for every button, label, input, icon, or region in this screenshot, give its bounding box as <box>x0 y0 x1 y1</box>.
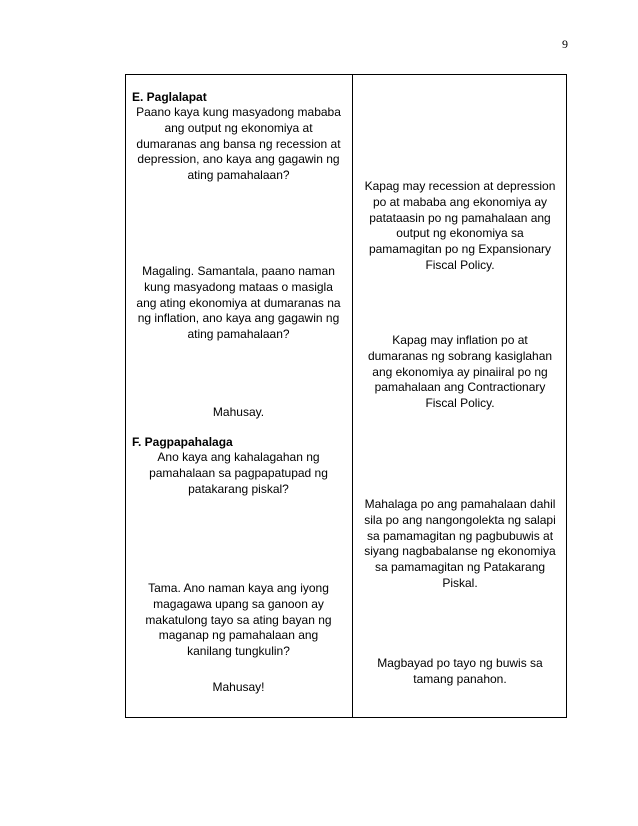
section-f-student-answer-2 <box>354 656 566 688</box>
section-e-teacher-praise: Mahusay. <box>212 405 265 419</box>
text-line: ating pamahalaan? <box>187 168 290 183</box>
text-line: Kapag may recession at depression <box>364 179 556 193</box>
text-line: pamamagitan po ng Expansionary <box>368 242 552 257</box>
text-line: ang output ng ekonomiya at <box>164 120 313 135</box>
section-e-heading: E. Paglalapat <box>132 90 207 104</box>
text-line: ng inflation, ano kaya ang gagawin ng <box>137 311 340 326</box>
section-f-teacher-question-2 <box>127 581 350 660</box>
text-line: magagawa upang sa ganoon ay <box>153 596 324 611</box>
section-e-student-answer-1 <box>354 179 566 274</box>
text-line: sa pamamagitan ng pagbubuwis at <box>366 528 554 543</box>
text-line: po at mababa ang ekonomiya ay <box>372 194 548 209</box>
page-number: 9 <box>562 37 568 51</box>
section-e-teacher-question-2 <box>127 264 350 343</box>
text-line: Kapag may inflation po at <box>392 333 528 347</box>
text-line: pamahalaan ang Contractionary <box>374 380 546 395</box>
text-line: dumaranas ng sobrang kasiglahan <box>367 348 553 363</box>
text-line: kung masyadong mataas o masigla <box>144 279 333 294</box>
section-f-teacher-question-1 <box>127 450 350 497</box>
text-line: output ng ekonomiya sa <box>396 226 524 241</box>
text-line: ating pamahalaan? <box>187 327 290 342</box>
text-line: Paano kaya kung masyadong mababa <box>136 105 341 119</box>
text-line: Magaling. Samantala, paano naman <box>142 264 335 278</box>
text-line: Piskal. <box>442 575 478 590</box>
text-line: makatulong tayo sa ating bayan ng <box>145 612 332 627</box>
text-line: sila po ang nangongolekta ng salapi <box>364 512 556 527</box>
text-line: sa pamamagitan ng Patakarang <box>374 560 546 575</box>
column-divider <box>352 74 353 718</box>
section-f-heading: F. Pagpapahalaga <box>132 435 233 449</box>
section-f-student-answer-1 <box>354 497 566 592</box>
text-line: Fiscal Policy. <box>425 396 495 411</box>
text-line: kanilang tungkulin? <box>187 644 290 659</box>
text-line: Magbayad po tayo ng buwis sa <box>377 656 543 670</box>
section-e-student-answer-2 <box>354 333 566 412</box>
text-line: ang ekonomiya ay pinaiiral po ng <box>372 364 548 379</box>
text-line: ang ating ekonomiya at dumaranas na <box>136 295 341 310</box>
text-line: Fiscal Policy. <box>425 257 495 272</box>
text-line: Mahalaga po ang pamahalaan dahil <box>364 497 556 511</box>
text-line: patataasin po ng pamahalaan ang <box>369 210 551 225</box>
text-line: maganap ng pamahalaan ang <box>158 628 319 643</box>
text-line: patakarang piskal? <box>188 481 289 496</box>
text-line: siyang nagbabalanse ng ekonomiya <box>364 544 556 559</box>
text-line: Tama. Ano naman kaya ang iyong <box>148 581 329 595</box>
section-e-teacher-question-1 <box>127 105 350 184</box>
text-line: tamang panahon. <box>413 671 507 686</box>
text-line: pamahalaan sa pagpapatupad ng <box>149 465 328 480</box>
text-line: dumaranas ang bansa ng recession at <box>136 136 341 151</box>
text-line: Ano kaya ang kahalagahan ng <box>157 450 320 464</box>
text-line: depression, ano kaya ang gagawin ng <box>137 152 340 167</box>
section-f-teacher-praise: Mahusay! <box>212 680 265 694</box>
